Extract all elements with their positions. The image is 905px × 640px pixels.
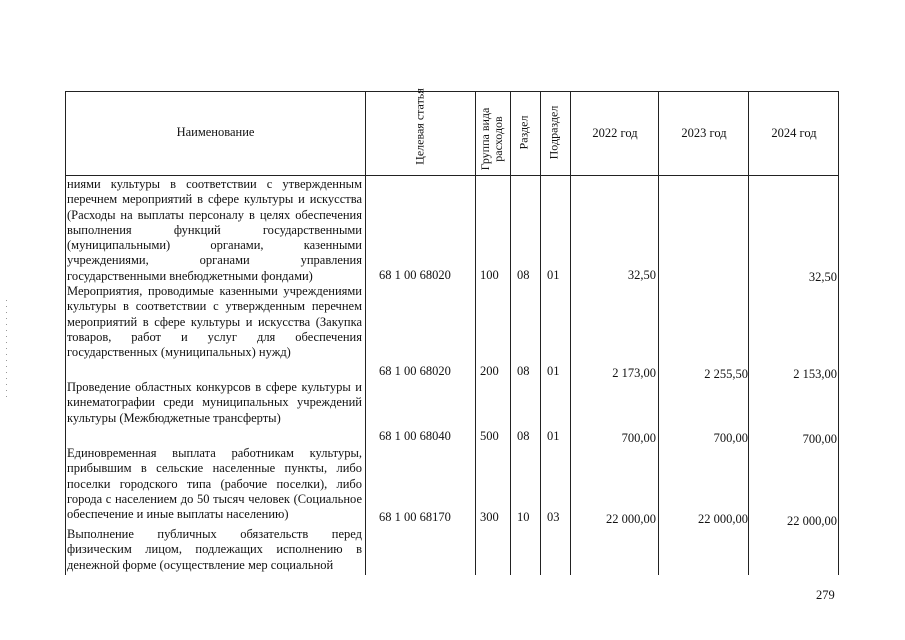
row-2-2022: 2 173,00 <box>612 366 656 380</box>
row-3-section: 08 <box>517 429 530 443</box>
row-4-2024: 22 000,00 <box>787 514 837 528</box>
row-4-2023: 22 000,00 <box>698 512 748 526</box>
row-4-2022: 22 000,00 <box>606 512 656 526</box>
row-1-group: 100 <box>480 268 499 282</box>
row-3-target: 68 1 00 68040 <box>379 429 451 443</box>
header-2024: 2024 год <box>771 126 817 140</box>
header-target: Целевая статья <box>412 88 427 165</box>
row-4-group: 300 <box>480 510 499 524</box>
row-4-target: 68 1 00 68170 <box>379 510 451 524</box>
row-1-2022: 32,50 <box>627 268 656 282</box>
row-4-subsection: 03 <box>547 510 560 524</box>
col-divider-2022 <box>658 91 659 575</box>
table-border-left <box>65 91 66 575</box>
row-2-name: Мероприятия, проводимые казенными учреждениями культуры в соответствии с утвержденным перечнем мероприятий в сфере культуры и искусства (Закупка товаров, работ и услуг для обеспечения государственных (муниципальных) нужд) <box>67 284 362 360</box>
table-border-right <box>838 91 839 575</box>
margin-dots <box>6 300 7 400</box>
header-name: Наименование <box>176 125 255 139</box>
header-group: Группа вида расходов <box>478 107 505 171</box>
row-1-subsection: 01 <box>547 268 560 282</box>
row-3-2022: 700,00 <box>621 431 656 445</box>
col-divider-target <box>475 91 476 575</box>
col-divider-section <box>540 91 541 575</box>
row-1-2024: 32,50 <box>808 270 837 284</box>
row-2-2024: 2 153,00 <box>793 367 837 381</box>
row-3-name: Проведение областных конкурсов в сфере культуры и кинематографии среди муниципальных учреждений культуры (Межбюджетные трансферты) <box>67 380 362 425</box>
row-2-section: 08 <box>517 364 530 378</box>
row-2-subsection: 01 <box>547 364 560 378</box>
row-3-2024: 700,00 <box>802 432 837 446</box>
header-2023: 2023 год <box>681 126 727 140</box>
row-4-section: 10 <box>517 510 530 524</box>
row-3-subsection: 01 <box>547 429 560 443</box>
header-section: Раздел <box>516 115 531 150</box>
page-number: 279 <box>816 588 835 602</box>
col-divider-subsection <box>570 91 571 575</box>
row-2-group: 200 <box>480 364 499 378</box>
row-1-name: ниями культуры в соответствии с утвержденным перечнем мероприятий в сфере культуры и искусства (Расходы на выплаты персоналу в целях обеспечения выполнения функций государственными (муниципальными) органами, казенными учреждениями, органами управления государственными внебюджетными фондами) <box>67 177 362 283</box>
header-2022: 2022 год <box>592 126 638 140</box>
row-4-name: Единовременная выплата работникам культуры, прибывшим в сельские населенные пункты, либо поселки городского типа (рабочие поселки), либо города с населением до 50 тысяч человек (Социальное обеспечение и иные выплаты населению) <box>67 446 362 522</box>
row-2-target: 68 1 00 68020 <box>379 364 451 378</box>
row-2-2023: 2 255,50 <box>704 367 748 381</box>
col-divider-name <box>365 91 366 575</box>
col-divider-group <box>510 91 511 575</box>
row-3-2023: 700,00 <box>713 431 748 445</box>
header-subsection: Подраздел <box>546 105 561 160</box>
table-border-top <box>65 91 839 92</box>
row-3-group: 500 <box>480 429 499 443</box>
header-bottom-line <box>65 175 839 176</box>
row-1-target: 68 1 00 68020 <box>379 268 451 282</box>
row-1-section: 08 <box>517 268 530 282</box>
col-divider-2023 <box>748 91 749 575</box>
row-5-name: Выполнение публичных обязательств перед физическим лицом, подлежащих исполнению в денежной форме (осуществление мер социальной <box>67 527 362 572</box>
